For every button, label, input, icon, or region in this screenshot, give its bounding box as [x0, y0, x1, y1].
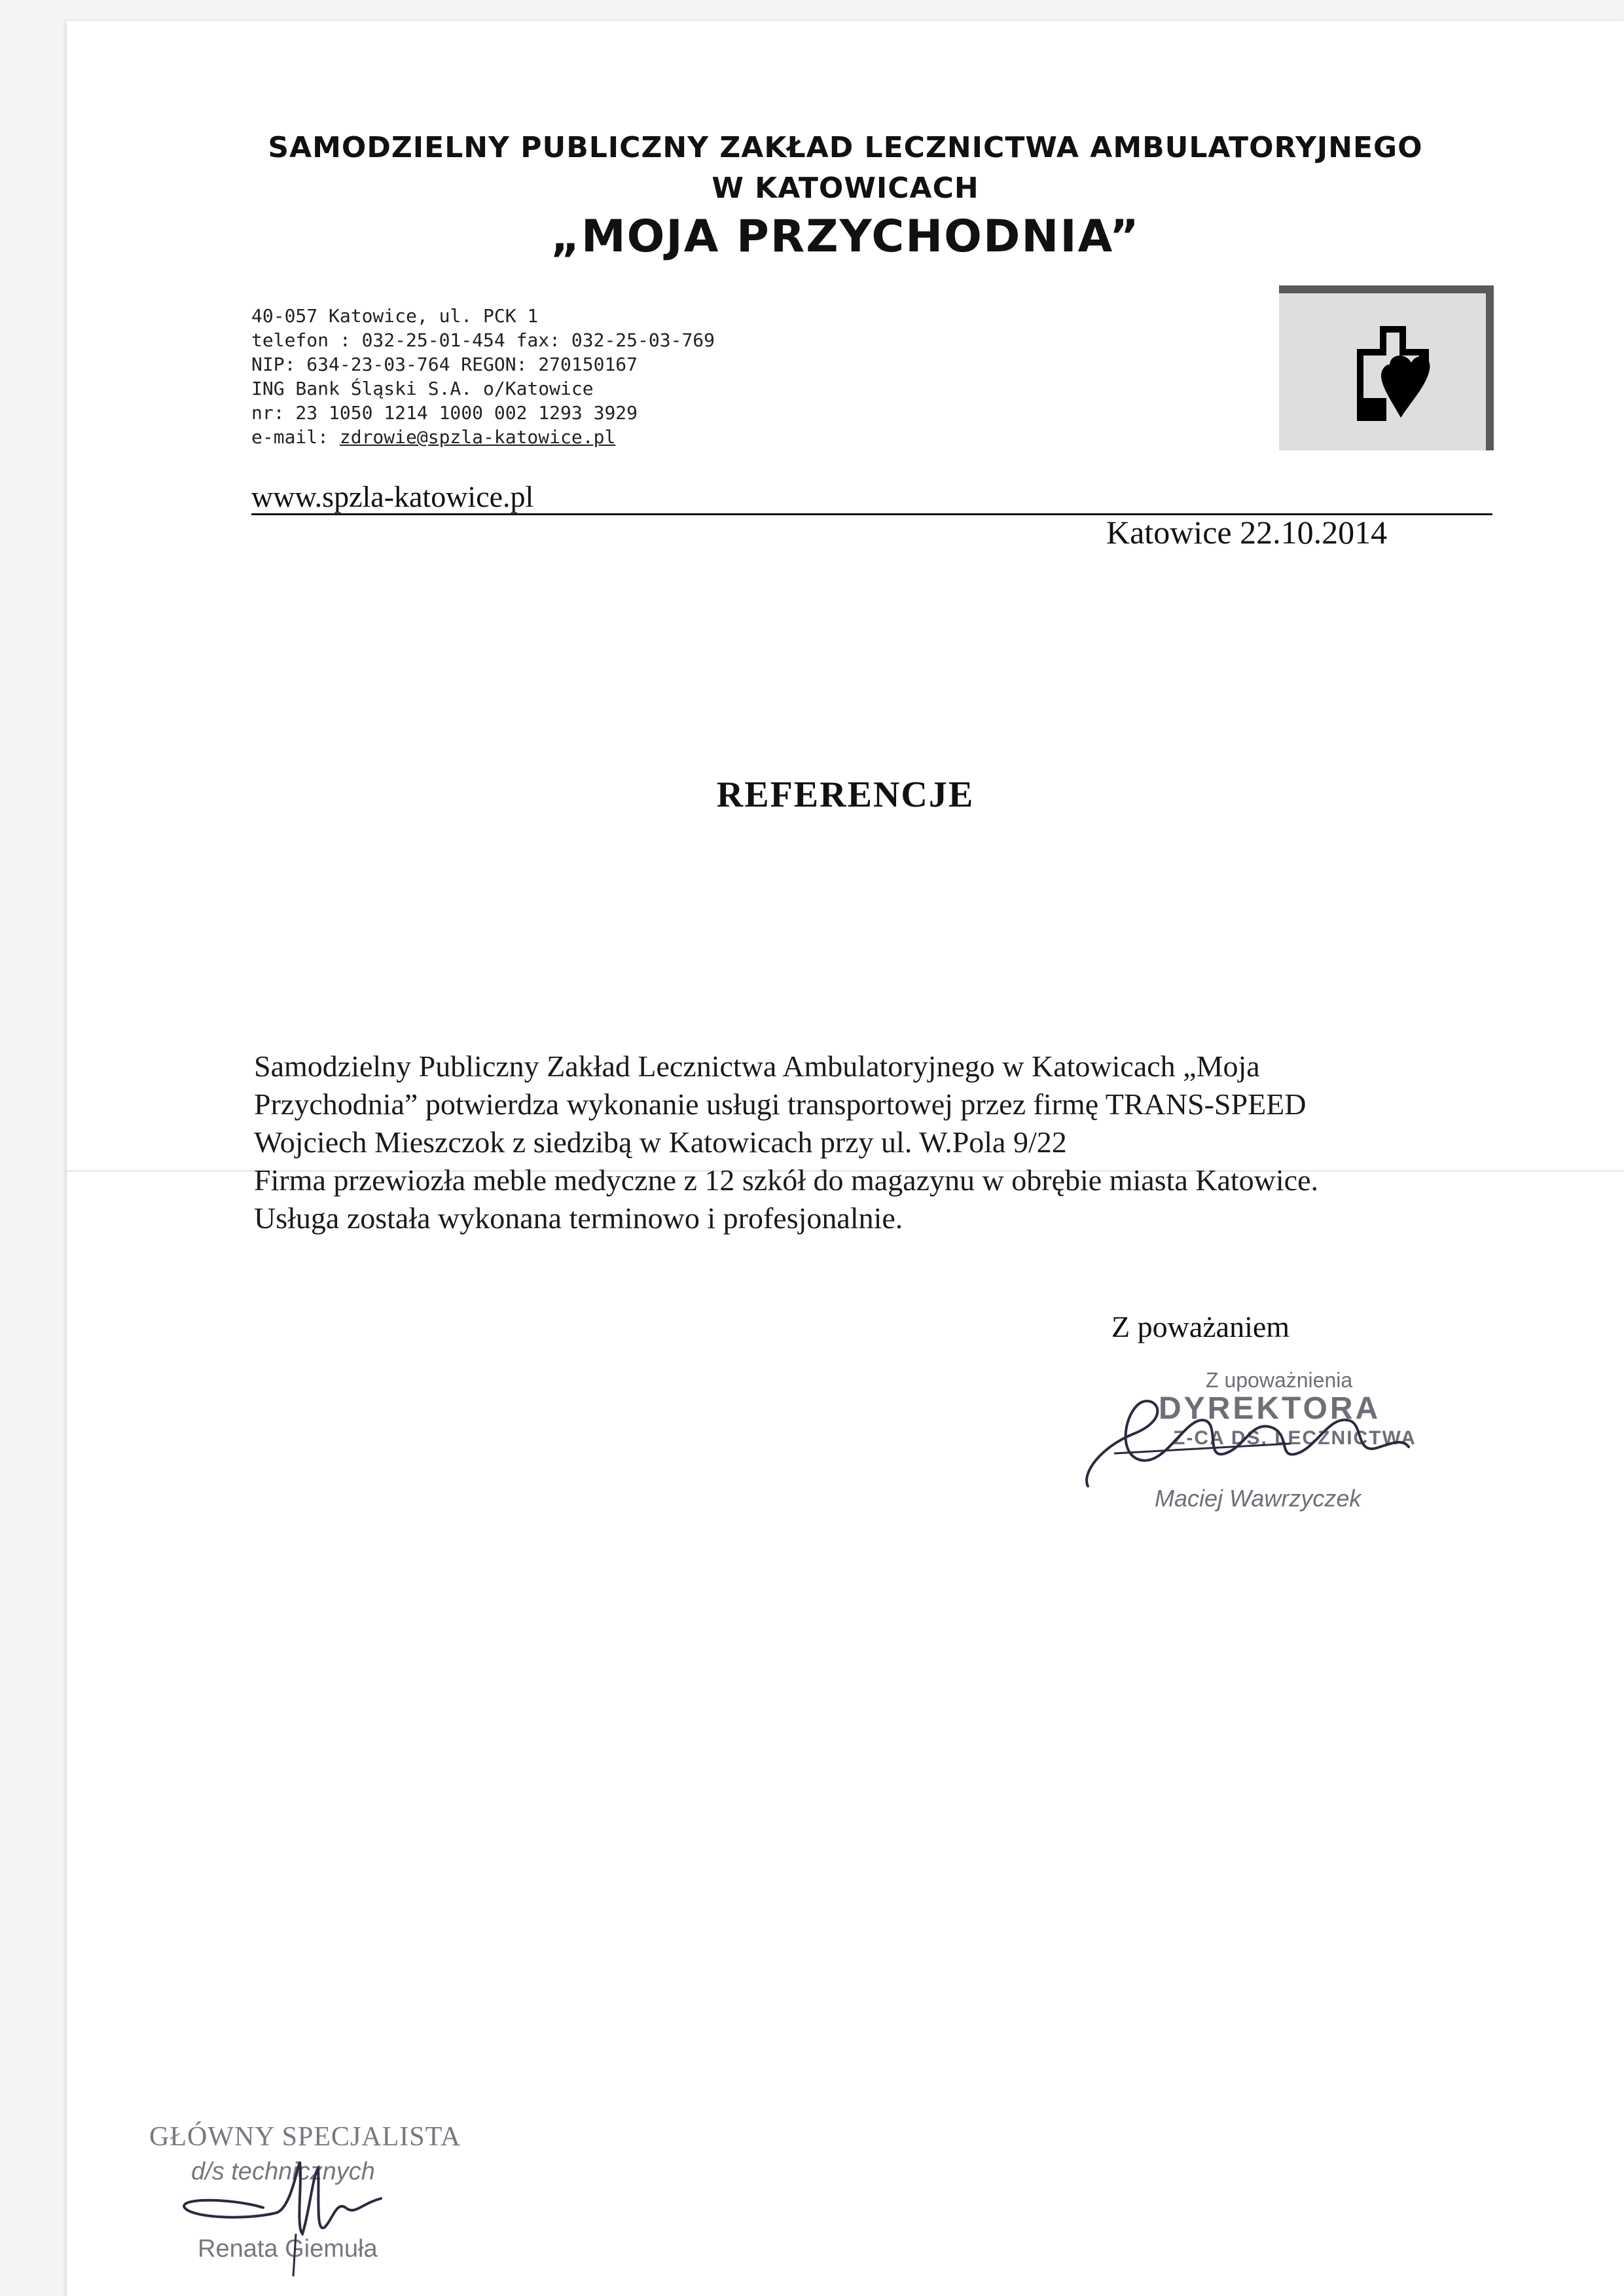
- body-line-2: Przychodnia” potwierdza wykonanie usługi transportowej przez firmę TRANS-SPEED: [254, 1087, 1307, 1121]
- letter-date: Katowice 22.10.2014: [1106, 514, 1388, 551]
- contact-address: 40-057 Katowice, ul. PCK 1: [251, 305, 539, 327]
- institution-name: „MOJA PRZYCHODNIA”: [550, 211, 1140, 263]
- document-title: REFERENCJE: [716, 774, 975, 815]
- director-stamp-line-1: Z upoważnienia: [1206, 1368, 1353, 1392]
- contact-email-row: [251, 425, 715, 449]
- specialist-stamp-line-2: d/s technicznych: [191, 2158, 375, 2185]
- contact-nip-regon: NIP: 634-23-03-764 REGON: 270150167: [251, 354, 638, 375]
- institution-line-2: W KATOWICACH: [712, 172, 979, 205]
- body-line-3: Wojciech Mieszczok z siedzibą w Katowicach przy ul. W.Pola 9/22: [254, 1125, 1067, 1159]
- letter-sheet: [67, 21, 1624, 2296]
- specialist-stamp-line-1: GŁÓWNY SPECJALISTA: [149, 2122, 461, 2152]
- website-link[interactable]: www.spzla-katowice.pl: [251, 480, 534, 513]
- director-signature: [1075, 1375, 1415, 1499]
- body-line-4: Firma przewiozła meble medyczne z 12 szkół do magazynu w obrębie miasta Katowice.: [254, 1163, 1319, 1197]
- director-stamp-name: Maciej Wawrzyczek: [1155, 1485, 1362, 1512]
- director-stamp-line-2: DYREKTORA: [1159, 1391, 1381, 1426]
- logo: [1279, 285, 1494, 450]
- letter-body: [254, 1048, 1318, 1237]
- institution-line-1: SAMODZIELNY PUBLICZNY ZAKŁAD LECZNICTWA AMBULATORYJNEGO: [268, 131, 1423, 164]
- cross-heart-logo-icon: [1341, 319, 1439, 431]
- director-stamp-line-3: Z-CA DS. LECZNICTWA: [1173, 1427, 1416, 1449]
- email-link[interactable]: zdrowie@spzla-katowice.pl: [339, 426, 616, 448]
- contact-bank: ING Bank Śląski S.A. o/Katowice: [251, 378, 594, 399]
- email-label: e-mail:: [251, 426, 340, 448]
- contact-account: nr: 23 1050 1214 1000 002 1293 3929: [251, 402, 638, 424]
- closing-phrase: Z poważaniem: [1111, 1310, 1290, 1343]
- specialist-signature: [165, 2136, 401, 2280]
- specialist-stamp-name: Renata Giemuła: [198, 2235, 378, 2263]
- body-line-1: Samodzielny Publiczny Zakład Lecznictwa Ambulatoryjnego w Katowicach „Moja: [254, 1049, 1260, 1083]
- body-line-5: Usługa została wykonana terminowo i profesjonalnie.: [254, 1201, 903, 1235]
- contact-block: [251, 304, 715, 449]
- contact-phone: telefon : 032-25-01-454 fax: 032-25-03-769: [251, 329, 715, 351]
